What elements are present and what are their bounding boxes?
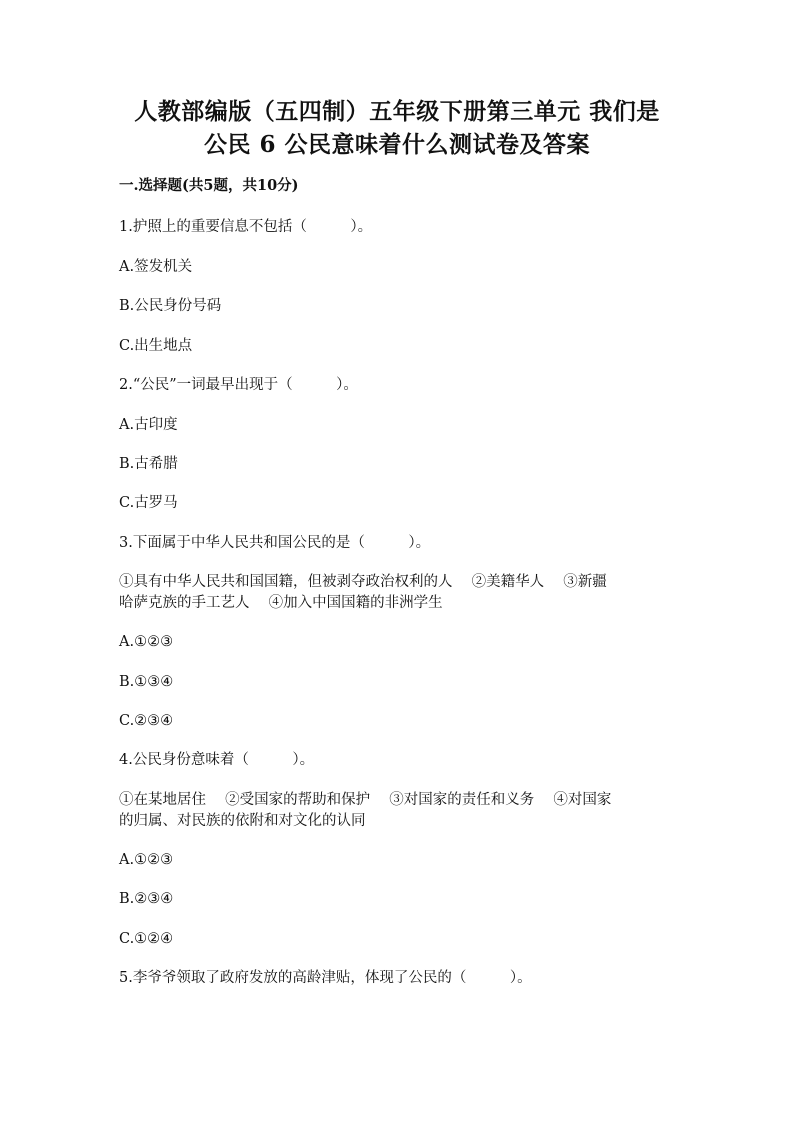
question-3-material-line-2: 哈萨克族的手工艺人 ④加入中国国籍的非洲学生 bbox=[119, 595, 443, 611]
question-4-option-b: B.②③④ bbox=[119, 891, 174, 907]
question-2-stem: 2.“公民”一词最早出现于（ ）。 bbox=[119, 377, 358, 393]
question-4-option-c: C.①②④ bbox=[119, 931, 174, 947]
question-3-option-b: B.①③④ bbox=[119, 674, 174, 690]
question-4-option-a: A.①②③ bbox=[119, 852, 174, 868]
question-1-stem: 1.护照上的重要信息不包括（ ）。 bbox=[119, 219, 373, 235]
document-title-line-2: 公民 6 公民意味着什么测试卷及答案 bbox=[203, 131, 591, 158]
question-5-stem: 5.李爷爷领取了政府发放的高龄津贴，体现了公民的（ ）。 bbox=[119, 970, 532, 986]
section-heading: 一.选择题(共5题，共10分) bbox=[119, 177, 299, 194]
question-4-stem: 4.公民身份意味着（ ）。 bbox=[119, 752, 315, 768]
question-1-option-a: A.签发机关 bbox=[119, 259, 193, 275]
question-2-option-c: C.古罗马 bbox=[119, 495, 178, 511]
question-3-option-a: A.①②③ bbox=[119, 634, 174, 650]
question-3-stem: 3.下面属于中华人民共和国公民的是（ ）。 bbox=[119, 535, 431, 551]
question-4-material-line-2: 的归属、对民族的依附和对文化的认同 bbox=[119, 813, 366, 829]
question-1-option-c: C.出生地点 bbox=[119, 338, 193, 354]
question-3-material-line-1: ①具有中华人民共和国国籍，但被剥夺政治权利的人 ②美籍华人 ③新疆 bbox=[119, 574, 607, 590]
question-2-option-b: B.古希腊 bbox=[119, 456, 178, 472]
question-3-option-c: C.②③④ bbox=[119, 713, 174, 729]
question-4-material-line-1: ①在某地居住 ②受国家的帮助和保护 ③对国家的责任和义务 ④对国家 bbox=[119, 792, 612, 808]
question-2-option-a: A.古印度 bbox=[119, 417, 178, 433]
question-1-option-b: B.公民身份号码 bbox=[119, 298, 222, 314]
document-title-line-1: 人教部编版（五四制）五年级下册第三单元 我们是 bbox=[134, 98, 660, 125]
